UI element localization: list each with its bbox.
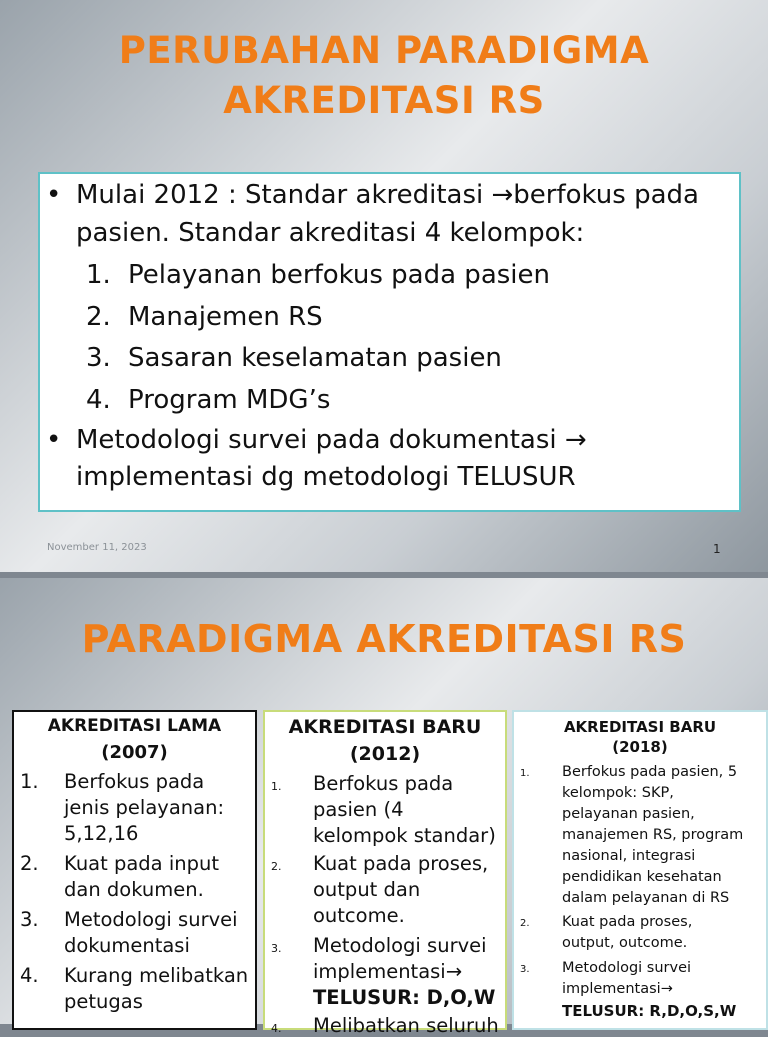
item-number: 2. — [271, 860, 282, 873]
item-number: 3. — [271, 942, 282, 955]
list-line: output dan — [313, 878, 421, 901]
bullet-dot: • — [46, 180, 62, 210]
item-number: 2. — [86, 302, 111, 332]
list-line: implementasi→ — [313, 960, 463, 983]
bullet-2-line-2: implementasi dg metodologi TELUSUR — [76, 462, 576, 492]
item-number: 4. — [20, 964, 39, 987]
list-item: Program MDG’s — [128, 385, 331, 415]
slide-1-title — [0, 26, 768, 126]
bullet-dot: • — [46, 425, 62, 455]
list-line: dalam pelayanan di RS — [562, 890, 730, 906]
slide-number: 1 — [713, 542, 721, 556]
list-line: kelompok standar) — [313, 824, 496, 847]
list-line: pasien (4 — [313, 798, 404, 821]
list-line: Berfokus pada pasien, 5 — [562, 764, 738, 780]
column-akreditasi-baru-2018 — [512, 710, 768, 1030]
list-item: Manajemen RS — [128, 302, 323, 332]
list-line: implementasi→ — [562, 981, 673, 997]
item-number: 1. — [86, 260, 111, 290]
column-heading: AKREDITASI BARU — [563, 718, 717, 736]
list-line: dokumentasi — [64, 934, 190, 957]
item-number: 3. — [520, 964, 530, 975]
content-box — [38, 172, 741, 512]
list-line: outcome. — [313, 904, 405, 927]
list-line: Kuat pada proses, — [313, 852, 489, 875]
bullet-1-line-1: Mulai 2012 : Standar akreditasi →berfokus pada — [76, 180, 699, 210]
column-year: (2007) — [101, 742, 168, 763]
bullet-2-line-1: Metodologi survei pada dokumentasi → — [76, 425, 587, 455]
list-line: Metodologi survei — [313, 934, 487, 957]
column-akreditasi-baru-2012 — [263, 710, 507, 1037]
slide-date: November 11, 2023 — [47, 542, 147, 553]
list-line: pendidikan kesehatan — [562, 869, 722, 885]
list-item: Sasaran keselamatan pasien — [128, 343, 502, 373]
bullet-1-line-2: pasien. Standar akreditasi 4 kelompok: — [76, 218, 585, 248]
list-line: Metodologi survei — [562, 960, 692, 976]
list-line: Berfokus pada — [64, 770, 205, 793]
title-line-2: AKREDITASI RS — [223, 79, 545, 122]
item-number: 4. — [271, 1022, 282, 1035]
list-line: nasional, integrasi — [562, 848, 696, 864]
list-line: pelayanan pasien, — [562, 806, 695, 822]
list-line: Metodologi survei — [64, 908, 238, 931]
item-number: 3. — [86, 343, 111, 373]
list-line: jenis pelayanan: — [64, 796, 225, 819]
column-akreditasi-lama — [12, 710, 257, 1030]
slide-2 — [0, 578, 768, 1037]
title-line-1: PERUBAHAN PARADIGMA — [118, 29, 650, 72]
item-number: 4. — [86, 385, 111, 415]
column-heading: AKREDITASI LAMA — [47, 716, 222, 736]
list-line: kelompok: SKP, — [562, 785, 674, 801]
list-line: Kuat pada proses, — [562, 914, 693, 930]
list-line: Melibatkan seluruh — [313, 1014, 499, 1037]
column-heading: AKREDITASI BARU — [288, 716, 482, 738]
list-line-telusur: TELUSUR: R,D,O,S,W — [562, 1002, 737, 1020]
list-line: 5,12,16 — [64, 822, 139, 845]
item-number: 1. — [520, 768, 530, 779]
slide-2-title: PARADIGMA AKREDITASI RS — [81, 617, 687, 661]
item-number: 1. — [20, 770, 39, 793]
list-line: Kurang melibatkan — [64, 964, 249, 987]
list-line: petugas — [64, 990, 143, 1013]
list-line-telusur: TELUSUR: D,O,W — [313, 986, 496, 1009]
list-line: output, outcome. — [562, 935, 688, 951]
list-line: manajemen RS, program — [562, 827, 744, 843]
list-line: Berfokus pada — [313, 772, 454, 795]
item-number: 2. — [20, 852, 39, 875]
column-year: (2012) — [349, 743, 421, 765]
list-line: dan dokumen. — [64, 878, 204, 901]
column-year: (2018) — [612, 738, 668, 756]
item-number: 1. — [271, 780, 282, 793]
list-item: Pelayanan berfokus pada pasien — [128, 260, 550, 290]
list-line: Kuat pada input — [64, 852, 219, 875]
item-number: 3. — [20, 908, 39, 931]
item-number: 2. — [520, 918, 530, 929]
